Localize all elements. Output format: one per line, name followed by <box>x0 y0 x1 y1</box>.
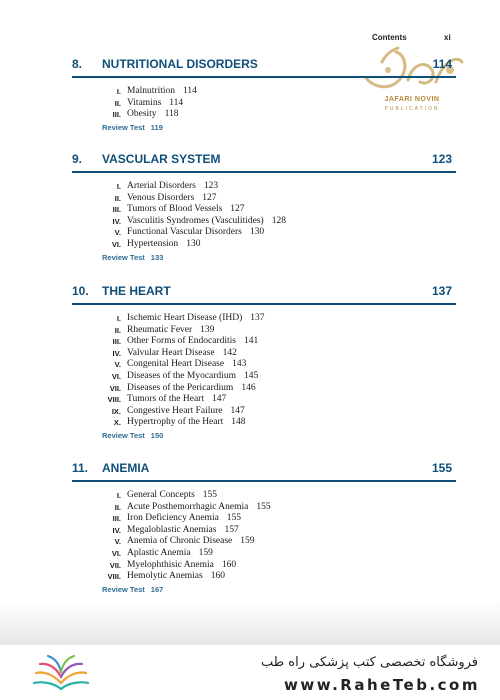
chapter-rule <box>72 480 456 482</box>
topic-page: 141 <box>243 336 259 347</box>
topic-item[interactable] <box>72 193 456 205</box>
topic-page: 127 <box>202 192 217 203</box>
topic-item[interactable] <box>72 406 456 418</box>
topic-numeral: IV. <box>112 525 121 535</box>
topic-title: Rheumatic Fever <box>127 324 193 335</box>
review-page: 167 <box>150 584 164 594</box>
topic-title: Myelophthisic Anemia <box>127 559 214 570</box>
topic-item[interactable] <box>72 490 456 502</box>
topic-page: 142 <box>222 347 237 358</box>
chapter-section <box>72 461 456 594</box>
topic-page: 114 <box>183 86 197 96</box>
topic-item[interactable] <box>72 336 456 348</box>
topic-item[interactable] <box>72 560 456 572</box>
topic-item[interactable] <box>72 98 456 110</box>
page-number: xi <box>444 33 451 42</box>
review-test-link[interactable] <box>72 123 456 132</box>
topic-list <box>72 490 456 583</box>
topic-numeral: I. <box>116 87 121 96</box>
review-page: 119 <box>150 122 163 132</box>
chapter-heading[interactable] <box>72 461 456 479</box>
topic-numeral: V. <box>114 537 121 547</box>
chapter-section <box>72 57 456 132</box>
topic-item[interactable] <box>72 313 456 325</box>
chapter-page: 123 <box>431 152 452 166</box>
topic-title: Vasculitis Syndromes (Vasculitides) <box>127 215 264 226</box>
topic-numeral: II. <box>114 193 121 203</box>
topic-numeral: I. <box>116 182 121 191</box>
chapter-title: THE HEART <box>102 284 171 298</box>
topic-page: 155 <box>202 490 218 500</box>
chapter-number: 8. <box>72 57 83 71</box>
review-label: Review Test <box>102 252 145 262</box>
chapter-number: 9. <box>72 152 83 166</box>
topic-page: 143 <box>232 359 247 370</box>
topic-page: 118 <box>164 109 179 120</box>
topic-title: Functional Vascular Disorders <box>127 227 242 238</box>
topic-page: 159 <box>198 547 213 558</box>
topic-item[interactable] <box>72 502 456 514</box>
topic-list <box>72 181 456 251</box>
topic-title: Tumors of the Heart <box>127 394 204 405</box>
topic-numeral: II. <box>114 502 121 512</box>
topic-numeral: X. <box>113 418 121 428</box>
topic-page: 160 <box>210 571 225 582</box>
topic-numeral: III. <box>112 110 121 120</box>
chapter-heading[interactable] <box>72 284 456 302</box>
chapter-page: 137 <box>431 284 452 298</box>
topic-title: Iron Deficiency Anemia <box>127 513 219 524</box>
topic-numeral: VIII. <box>107 572 121 582</box>
store-name: فروشگاه تخصصی کتب پزشکی راه طب <box>261 655 478 670</box>
topic-title: Valvular Heart Disease <box>127 347 215 358</box>
topic-page: 146 <box>241 382 256 393</box>
topic-title: Vitamins <box>127 97 162 108</box>
topic-title: Venous Disorders <box>127 192 195 203</box>
chapter-rule <box>72 303 456 305</box>
topic-title: Ischemic Heart Disease (IHD) <box>127 313 243 323</box>
topic-title: Diseases of the Pericardium <box>127 382 234 393</box>
chapter-title: NUTRITIONAL DISORDERS <box>102 57 258 71</box>
topic-item[interactable] <box>72 109 456 121</box>
chapter-page: 114 <box>432 57 452 71</box>
topic-numeral: V. <box>114 360 121 370</box>
topic-page: 147 <box>211 394 227 405</box>
topic-numeral: VIII. <box>107 395 121 405</box>
page-bottom-fade <box>0 600 500 645</box>
chapter-number: 10. <box>72 284 89 298</box>
topic-numeral: VII. <box>109 383 121 393</box>
topic-numeral: I. <box>116 314 121 323</box>
chapter-number: 11. <box>72 461 89 475</box>
topic-title: Hemolytic Anemias <box>127 571 203 582</box>
topic-numeral: V. <box>114 228 121 238</box>
topic-numeral: IV. <box>112 348 121 358</box>
topic-page: 147 <box>230 405 245 416</box>
topic-title: Arterial Disorders <box>127 181 196 191</box>
open-book-icon <box>30 653 92 693</box>
topic-title: Hypertension <box>127 238 179 249</box>
topic-item[interactable] <box>72 86 456 98</box>
topic-page: 155 <box>256 501 271 512</box>
topic-page: 157 <box>224 524 239 535</box>
topic-numeral: II. <box>114 98 121 108</box>
topic-title: General Concepts <box>127 490 195 500</box>
review-label: Review Test <box>102 430 145 440</box>
review-test-link[interactable] <box>72 585 456 594</box>
topic-item[interactable] <box>72 536 456 548</box>
topic-page: 155 <box>226 513 242 524</box>
topic-item[interactable] <box>72 371 456 383</box>
review-label: Review Test <box>102 122 145 132</box>
review-test-link[interactable] <box>72 431 456 440</box>
topic-item[interactable] <box>72 325 456 337</box>
chapter-page: 155 <box>431 461 452 475</box>
topic-item[interactable] <box>72 548 456 560</box>
topic-item[interactable] <box>72 359 456 371</box>
chapter-rule <box>72 76 456 78</box>
review-page: 133 <box>150 252 164 262</box>
topic-numeral: II. <box>114 325 121 335</box>
topic-numeral: III. <box>112 337 121 347</box>
topic-title: Diseases of the Myocardium <box>127 370 236 381</box>
topic-page: 137 <box>250 313 265 323</box>
running-title: Contents <box>372 33 407 42</box>
topic-page: 159 <box>240 536 255 547</box>
topic-numeral: III. <box>112 514 121 524</box>
topic-item[interactable] <box>72 181 456 193</box>
chapter-title: VASCULAR SYSTEM <box>102 152 221 166</box>
topic-title: Anemia of Chronic Disease <box>127 536 233 547</box>
topic-page: 114 <box>169 97 184 108</box>
topic-title: Aplastic Anemia <box>127 547 191 558</box>
chapter-title: ANEMIA <box>102 461 150 475</box>
chapter-heading[interactable] <box>72 152 456 170</box>
topic-numeral: IX. <box>111 406 121 416</box>
topic-page: 145 <box>243 370 259 381</box>
store-url[interactable]: www.RaheTeb.com <box>283 676 480 694</box>
topic-numeral: VI. <box>111 239 121 249</box>
topic-title: Hypertrophy of the Heart <box>127 417 224 428</box>
topic-list <box>72 313 456 429</box>
review-label: Review Test <box>102 584 145 594</box>
topic-numeral: VI. <box>111 371 121 381</box>
topic-page: 128 <box>271 215 286 226</box>
topic-item[interactable] <box>72 513 456 525</box>
topic-title: Tumors of Blood Vessels <box>127 204 223 215</box>
topic-title: Malnutrition <box>127 86 176 96</box>
chapter-section <box>72 152 456 262</box>
store-footer <box>0 645 500 700</box>
topic-item[interactable] <box>72 571 456 583</box>
topic-page: 130 <box>186 238 201 249</box>
topic-page: 127 <box>230 204 245 215</box>
topic-item[interactable] <box>72 383 456 395</box>
topic-item[interactable] <box>72 204 456 216</box>
topic-title: Other Forms of Endocarditis <box>127 336 236 347</box>
chapter-section <box>72 284 456 440</box>
topic-numeral: III. <box>112 205 121 215</box>
review-test-link[interactable] <box>72 253 456 262</box>
topic-page: 160 <box>221 559 237 570</box>
topic-item[interactable] <box>72 216 456 228</box>
topic-title: Congestive Heart Failure <box>127 405 223 416</box>
review-page: 150 <box>150 430 164 440</box>
chapter-rule <box>72 171 456 173</box>
topic-page: 123 <box>203 181 219 191</box>
topic-list <box>72 86 456 121</box>
topic-numeral: VI. <box>111 548 121 558</box>
topic-title: Acute Posthemorrhagic Anemia <box>127 501 249 512</box>
topic-page: 139 <box>200 324 215 335</box>
topic-title: Congenital Heart Disease <box>127 359 225 370</box>
topic-page: 130 <box>249 227 265 238</box>
topic-item[interactable] <box>72 525 456 537</box>
topic-title: Megaloblastic Anemias <box>127 524 217 535</box>
topic-numeral: IV. <box>112 216 121 226</box>
topic-item[interactable] <box>72 394 456 406</box>
topic-item[interactable] <box>72 239 456 251</box>
topic-page: 148 <box>231 417 246 428</box>
publisher-subtitle: PUBLICATION <box>384 106 440 112</box>
topic-numeral: I. <box>116 491 121 500</box>
topic-item[interactable] <box>72 417 456 429</box>
chapter-heading[interactable] <box>72 57 456 75</box>
topic-title: Obesity <box>127 109 157 120</box>
topic-numeral: VII. <box>109 560 121 570</box>
topic-item[interactable] <box>72 348 456 360</box>
topic-item[interactable] <box>72 227 456 239</box>
publisher-name: JAFARI NOVIN <box>384 96 440 103</box>
